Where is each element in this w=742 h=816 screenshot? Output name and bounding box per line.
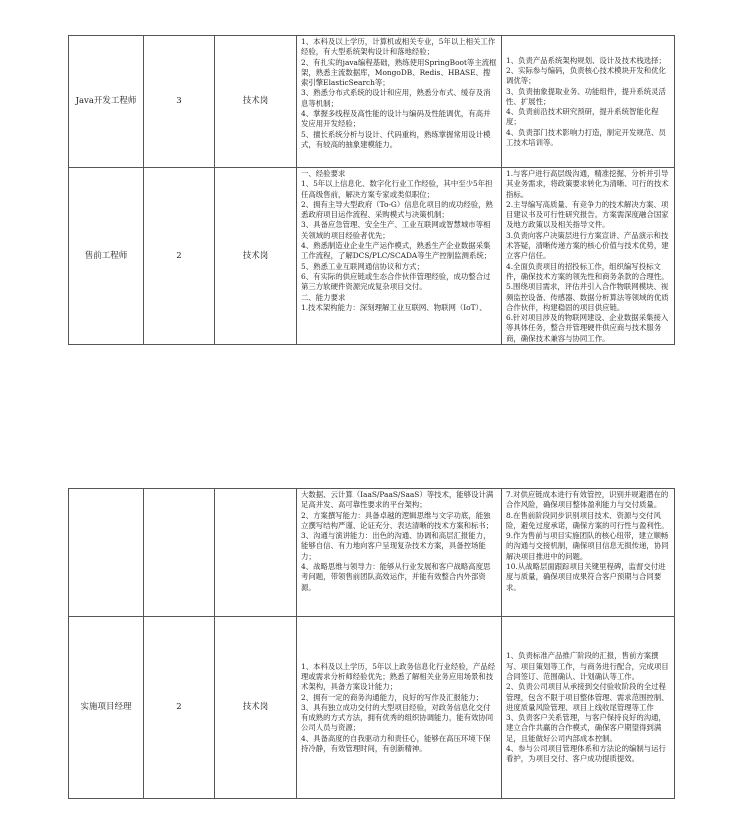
requirement-item: 2、方案撰写能力：具备卓越的逻辑思维与文字功底，能独立撰写结构严谨、论证充分、表达清晰的技术方案和标书； xyxy=(301,510,494,530)
requirement-item: 1.技术架构能力：深刻理解工业互联网、物联网（IoT）、 xyxy=(301,302,487,312)
job-category: 技术岗 xyxy=(242,702,269,712)
duty-item: 2、实际参与编码，负责核心技术模块开发和优化调优等； xyxy=(506,65,666,86)
duties-cell xyxy=(502,489,675,617)
position-name: 实施项目经理 xyxy=(80,702,132,712)
duty-item: 7.对供应链成本进行有效管控，识别并规避潜在的合作风险，确保项目整体盈利能力与交付质量。 xyxy=(506,490,669,510)
duty-item: 10.从战略层面跟踪项目关键里程碑，监督交付进度与质量，确保项目成果符合客户预期与合同要求。 xyxy=(506,562,666,592)
requirement-item: 6、有实际的供应链或生态合作伙伴管理经验，成功整合过第三方软硬件资源完成复杂项目交付。 xyxy=(301,271,491,292)
count-cell xyxy=(144,36,215,168)
job-category: 技术岗 xyxy=(242,96,269,106)
job-table-bottom xyxy=(68,488,675,799)
position-cell xyxy=(69,36,144,168)
duty-item: 1、负责产品系统架构规划、设计及技术栈选择； xyxy=(506,55,666,65)
requirement-item: 3、熟悉分布式系统的设计和应用，熟悉分布式、缓存及消息等机制； xyxy=(301,88,491,108)
requirements-cell xyxy=(297,489,502,617)
requirement-item: 2、拥有主导大型政府（To-G）信息化项目的成功经验，熟悉政府项目运作流程、采购模式与决策机制； xyxy=(301,199,493,220)
requirement-item: 3、沟通与演讲能力：出色的沟通、协调和高层汇报能力，能够自信、有力地向客户呈现复杂技术方案，具备控场能力； xyxy=(301,531,491,561)
duty-item: 4、参与公司项目管理体系和方法论的编制与运行看护，为项目交付、客户成功提质提效。 xyxy=(506,744,666,764)
requirement-item: 1、5年以上信息化、数字化行业工作经验，其中至少5年担任高级售前，解决方案专家或类似职位； xyxy=(301,179,493,199)
requirement-item: 4、掌握多线程及高性能的设计与编码及性能调优，有高并发应用开发经验； xyxy=(301,109,491,129)
requirement-item: 5、擅长系统分析与设计、代码重构，熟练掌握常用设计模式，有较高的抽象建模能力。 xyxy=(301,129,491,149)
requirement-item: 4、具备高度的自我驱动力和责任心，能够在高压环境下保持冷静，有效管理时间，有创新精神。 xyxy=(301,733,491,754)
duty-item: 1、负责标准产品推广阶段的汇报，售前方案撰写、项目策划等工作，与商务进行配合，完成项目合同签订、范围确认、计划确认等工作。 xyxy=(506,651,669,681)
duty-item: 2、负责公司项目从承接到交付验收阶段的全过程管理，包含不限于项目整体管理、需求范围控制、进度质量风险管理、项目上线收尾管理等工作 xyxy=(506,682,669,712)
headcount: 2 xyxy=(176,702,182,712)
requirements-cell xyxy=(297,36,502,168)
duty-item: 3.负责向客户决策层进行方案宣讲、产品演示和技术答疑，清晰传递方案的核心价值与技术优势，建立客户信任。 xyxy=(506,230,669,261)
duties-cell xyxy=(502,617,675,799)
duty-item: 3、负责客户关系管理，与客户保持良好的沟通，建立合作共赢的合作模式，确保客户期望得到满足，且能做好公司内部成本控制。 xyxy=(506,713,666,743)
requirement-item: 二、能力要求 xyxy=(301,292,346,302)
requirement-item: 4、战略思维与领导力：能够从行业发展和客户战略高度思考问题，带领售前团队高效运作，并能有效整合内外部资源。 xyxy=(301,562,491,592)
category-cell xyxy=(215,617,297,799)
duty-item: 5.围绕项目需求，评估并引入合作物联网模块、视频监控设备、传感器、数据分析算法等领域的优质合作伙伴，构建稳固的项目供应链。 xyxy=(506,282,669,312)
position-cell xyxy=(69,489,144,617)
position-name: Java开发工程师 xyxy=(75,96,137,106)
table-row xyxy=(69,617,675,799)
requirements-cell xyxy=(297,168,502,345)
duty-item: 1.与客户进行高层级沟通，精准挖掘、分析并引导其业务需求，将政策要求转化为清晰、可行的技术指标。 xyxy=(506,169,669,199)
count-cell xyxy=(144,168,215,345)
duty-item: 2.主导编写高质量、有竞争力的技术解决方案、项目建议书及可行性研究报告。方案需深度融合国家及地方政策以及相关指导文件。 xyxy=(506,199,669,230)
job-category: 技术岗 xyxy=(242,250,269,261)
position-name: 售前工程师 xyxy=(84,250,128,261)
headcount: 2 xyxy=(176,250,182,261)
requirement-item: 3、具备应急管理、安全生产、工业互联网或智慧城市等相关领域的项目经验者优先； xyxy=(301,220,491,240)
requirement-item: 5、熟悉工业互联网通信协议和方式； xyxy=(301,261,424,271)
position-cell xyxy=(69,168,144,345)
headcount: 3 xyxy=(176,96,182,106)
requirement-item: 一、经验要求 xyxy=(301,169,346,178)
requirement-item: 2、有扎实的java编程基础，熟练使用SpringBoot等主流框架，熟悉主流数据库，MongoDB、Redis、HBASE、搜索引擎ElasticSearch等； xyxy=(301,57,497,88)
requirement-item: 大数据、云计算（IaaS/PaaS/SaaS）等技术，能够设计满足高并发、高可靠性要求的平台架构； xyxy=(301,490,494,510)
category-cell xyxy=(215,489,297,617)
category-cell xyxy=(215,36,297,168)
duty-item: 4.全面负责项目的招投标工作，组织编写投标文件，确保技术方案的领先性和商务条款的合理性。 xyxy=(506,261,669,281)
requirement-item: 2、拥有一定的商务沟通能力，良好的写作及汇报能力； xyxy=(301,692,484,702)
table-row xyxy=(69,36,675,168)
job-table-top xyxy=(68,35,675,345)
duties-cell xyxy=(502,36,675,168)
duty-item: 6.针对项目涉及的物联网建设、企业数据采集接入等具体任务，整合并管理硬件供应商与技术服务商，确保技术兼容与协同工作。 xyxy=(506,313,669,343)
requirements-cell xyxy=(297,617,502,799)
duty-item: 4、负责部门技术影响力打造，制定开发规范、员工技术培训等。 xyxy=(506,127,666,148)
duty-item: 8.在售前阶段同步识别项目技术、资源与交付风险，避免过度承诺，确保方案的可行性与盈利性。 xyxy=(506,510,669,530)
duty-item: 4、负责前沿技术研究预研，提升系统智能化程度； xyxy=(506,107,659,127)
duty-item: 9.作为售前与项目实施团队的核心纽带，建立顺畅的沟通与交接机制，确保项目信息无损传递，协同解决项目推进中的问题。 xyxy=(506,531,669,561)
category-cell xyxy=(215,168,297,345)
duties-cell xyxy=(502,168,675,345)
count-cell xyxy=(144,617,215,799)
count-cell xyxy=(144,489,215,617)
position-cell xyxy=(69,617,144,799)
requirement-item: 4、熟悉制造业企业生产运作模式，熟悉生产企业数据采集工作流程，了解DCS/PLC/SCADA等生产控制监测系统； xyxy=(301,241,492,261)
table-row xyxy=(69,489,675,617)
duty-item: 3、负责抽象提取业务、功能组件，提升系统灵活性、扩展性； xyxy=(506,86,666,106)
table-row xyxy=(69,168,675,345)
requirement-item: 3、具有独立成功交付的大型项目经验，对政务信息化交付有成熟的方式方法，拥有优秀的组织协调能力，能有效协同公司人员与资源； xyxy=(301,702,494,733)
requirement-item: 1、本科及以上学历，计算机或相关专业，5年以上相关工作经验，有大型系统架构设计和落地经验； xyxy=(301,37,496,57)
requirement-item: 1、本科及以上学历，5年以上政务信息化行业经验，产品经理或需求分析师经验优先；熟悉了解相关业务应用场景和技术架构，具备方案设计能力； xyxy=(301,661,496,692)
